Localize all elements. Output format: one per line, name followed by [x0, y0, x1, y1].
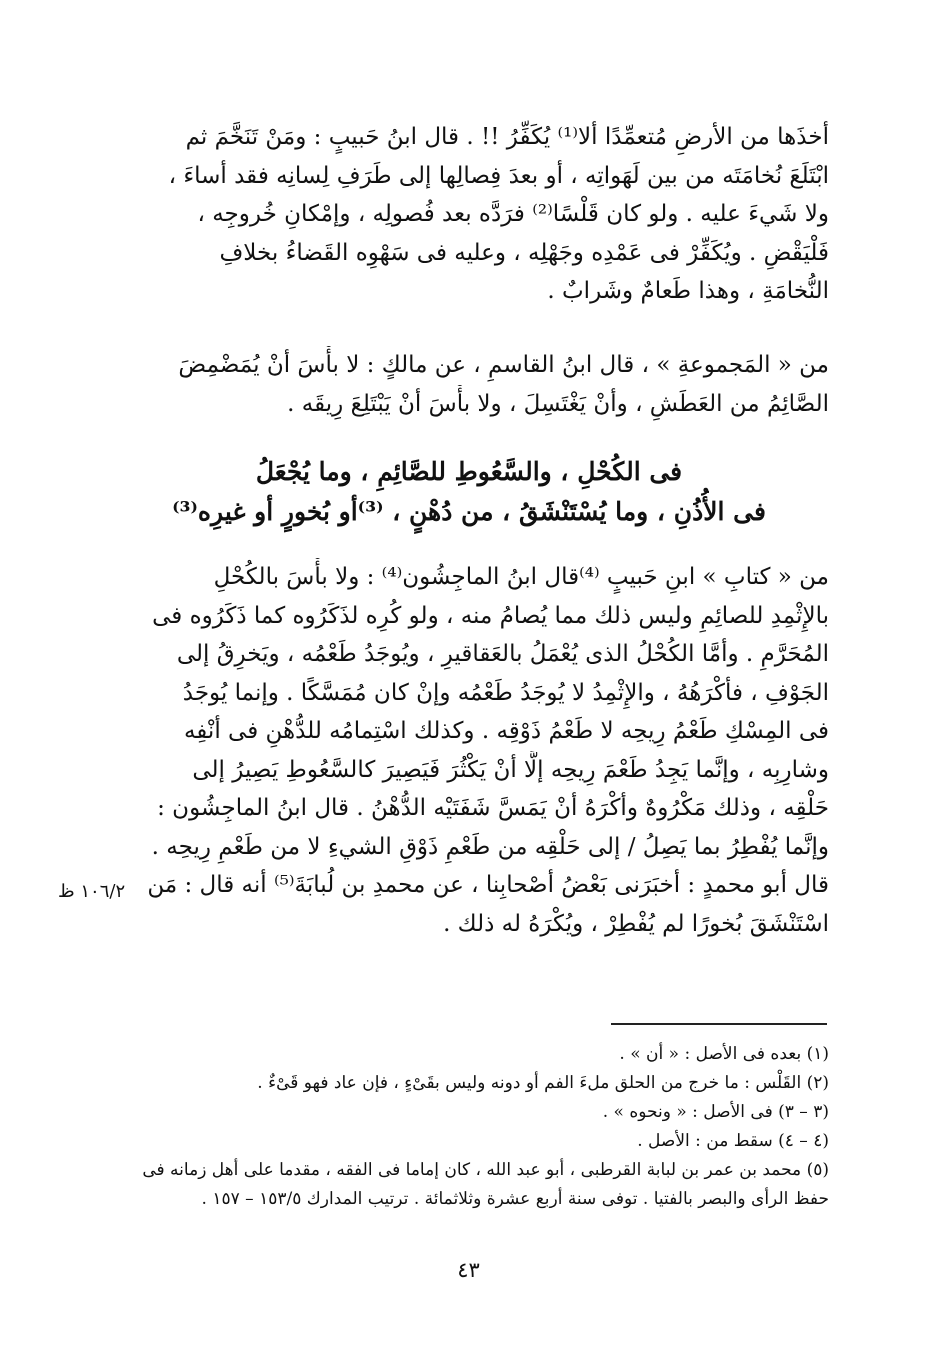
section-heading: [109, 452, 829, 532]
text-line: وشارِبِه ، وإنَّما يَجِدُ طَعْمَ رِيحِه إلَّا أنْ يَكْثُرَ فَيَصِيرَ كالسَّعُوطِ يَصِيرُ إلى: [192, 756, 829, 783]
text-line: قال أبو محمدٍ : أخبَرَنى بَعْضُ أصْحابِنا ، عن محمدِ بن لُبابَةَ⁽⁵⁾ أنه قال : مَن: [147, 872, 829, 898]
footnote-item: (١) بعده فى الأصل : « أن » .: [619, 1044, 829, 1064]
heading-line: فى الكُحْلِ ، والسَّعُوطِ للصَّائِمِ ، وما يُجْعَلُ: [255, 457, 683, 486]
text-line: الجَوْفِ ، فأكْرَهُهُ ، والإِثْمِدُ لا يُوجَدُ طَعْمُه وإنْ كان مُمَسَّكًا . وإنما يُوجَدُ: [182, 679, 829, 706]
text-line: فَلْيَقْضِ . ويُكَفِّرْ فى عَمْدِه وجَهْلِه ، وعليه فى سَهْوِه القَضاءُ بخلافِ: [219, 239, 829, 266]
text-line: اسْتَنْشَقَ بُخورًا لم يُفْطِرْ ، ويُكْرَهُ له ذلك .: [443, 910, 829, 937]
manuscript-folio-note: ١٠٦/٢ ظ: [58, 881, 126, 902]
paragraph-3: [109, 558, 829, 943]
footnote-item: (٣ – ٣) فى الأصل : « ونحوه » .: [602, 1102, 829, 1122]
footnote-item: حفظ الرأى والبصر بالفتيا . توفى سنة أربع عشرة وثلاثمائة . ترتيب المدارك ١٥٣/٥ – ١٥٧ .: [201, 1189, 829, 1209]
paragraph-2: [109, 346, 829, 423]
text-line: ولا شَيءَ عليه . ولو كان قَلْسًا⁽²⁾ فرَدَّه بعد فُصولِه ، وإمْكانِ خُروجِه ،: [197, 201, 829, 227]
text-line: الصَّائِمُ من العَطَشِ ، وأنْ يَغْتَسِلَ ، ولا بأْسَ أنْ يَبْتَلِعَ رِيقَه .: [287, 390, 829, 417]
paragraph-1: [109, 118, 829, 311]
text-line: ابْتَلَعَ نُخامَتَه من بين لَهَواتِه ، أو بعدَ فِصالِها إلى طَرَفِ لِسانِه فقد أساءَ ،: [168, 162, 829, 189]
text-line: وإنَّما يُفْطِرُ بما يَصِلُ / إلى حَلْقِه من طَعْمِ ذَوْقِ الشيءِ لا من طَعْمِ رِيحِه .: [151, 833, 829, 860]
footnote-divider: [611, 1023, 827, 1025]
text-line: النُّخامَةِ ، وهذا طَعامٌ وشَرابٌ .: [547, 278, 829, 304]
footnotes: [109, 1040, 829, 1214]
text-line: من « كتابِ » ابنِ حَبيبٍ ⁽⁴⁾قال ابنُ الماجِشُون⁽⁴⁾ : ولا بأْسَ بالكُحْلِ: [213, 564, 829, 590]
text-line: حَلْقِه ، وذلك مَكْرُوهٌ وأكْرَهُ أنْ يَمَسَّ شَفَتَيْه الدُّهْنُ . قال ابنُ الماجِشُون :: [157, 795, 829, 821]
text-line: المُحَرَّمِ . وأمَّا الكُحْلُ الذى يُعْمَلُ بالعَقاقيرِ ، ويُوجَدُ طَعْمُه ، ويَخرِقُ إلى: [176, 641, 829, 667]
text-line: بالإِثْمِدِ للصائِمِ وليس ذلك مما يُصامُ منه ، ولو كُرِه لذَكَرُوه كما ذَكَرُوه فى: [152, 602, 829, 629]
footnote-item: (٥) محمد بن عمر بن لبابة القرطبى ، أبو عبد الله ، كان إماما فى الفقه ، مقدما على أهل زمانه فى: [142, 1160, 829, 1180]
text-line: فى المِسْكِ طَعْمُ رِيحِه لا طَعْمُ ذَوْقِه . وكذلك اسْتِمامُه للدُّهْنِ فى أنْفِه: [183, 718, 829, 744]
footnote-item: (٢) القَلْس : ما خرج من الحلق ملءَ الفم أو دونه وليس بقَىْءٍ ، فإن عاد فهو قَىْءٌ .: [257, 1073, 829, 1093]
heading-line: فى الأُذُنِ ، وما يُسْتَنْشَقُ ، من دُهْنٍ ، ⁽³⁾أو بُخورٍ أو غيرِه⁽³⁾: [172, 497, 766, 526]
text-line: أخذَها من الأرضِ مُتعمِّدًا ألا⁽¹⁾ يُكَفِّرُ !! . قال ابنُ حَبيبٍ : ومَنْ تَنَخَّمَ ثم: [185, 124, 829, 150]
footnote-item: (٤ – ٤) سقط من : الأصل .: [637, 1131, 829, 1151]
page-number: ٤٣: [457, 1258, 480, 1282]
text-line: من « المَجموعةِ » ، قال ابنُ القاسمِ ، عن مالكٍ : لا بأْسَ أنْ يُمَضْمِضَ: [178, 352, 829, 378]
